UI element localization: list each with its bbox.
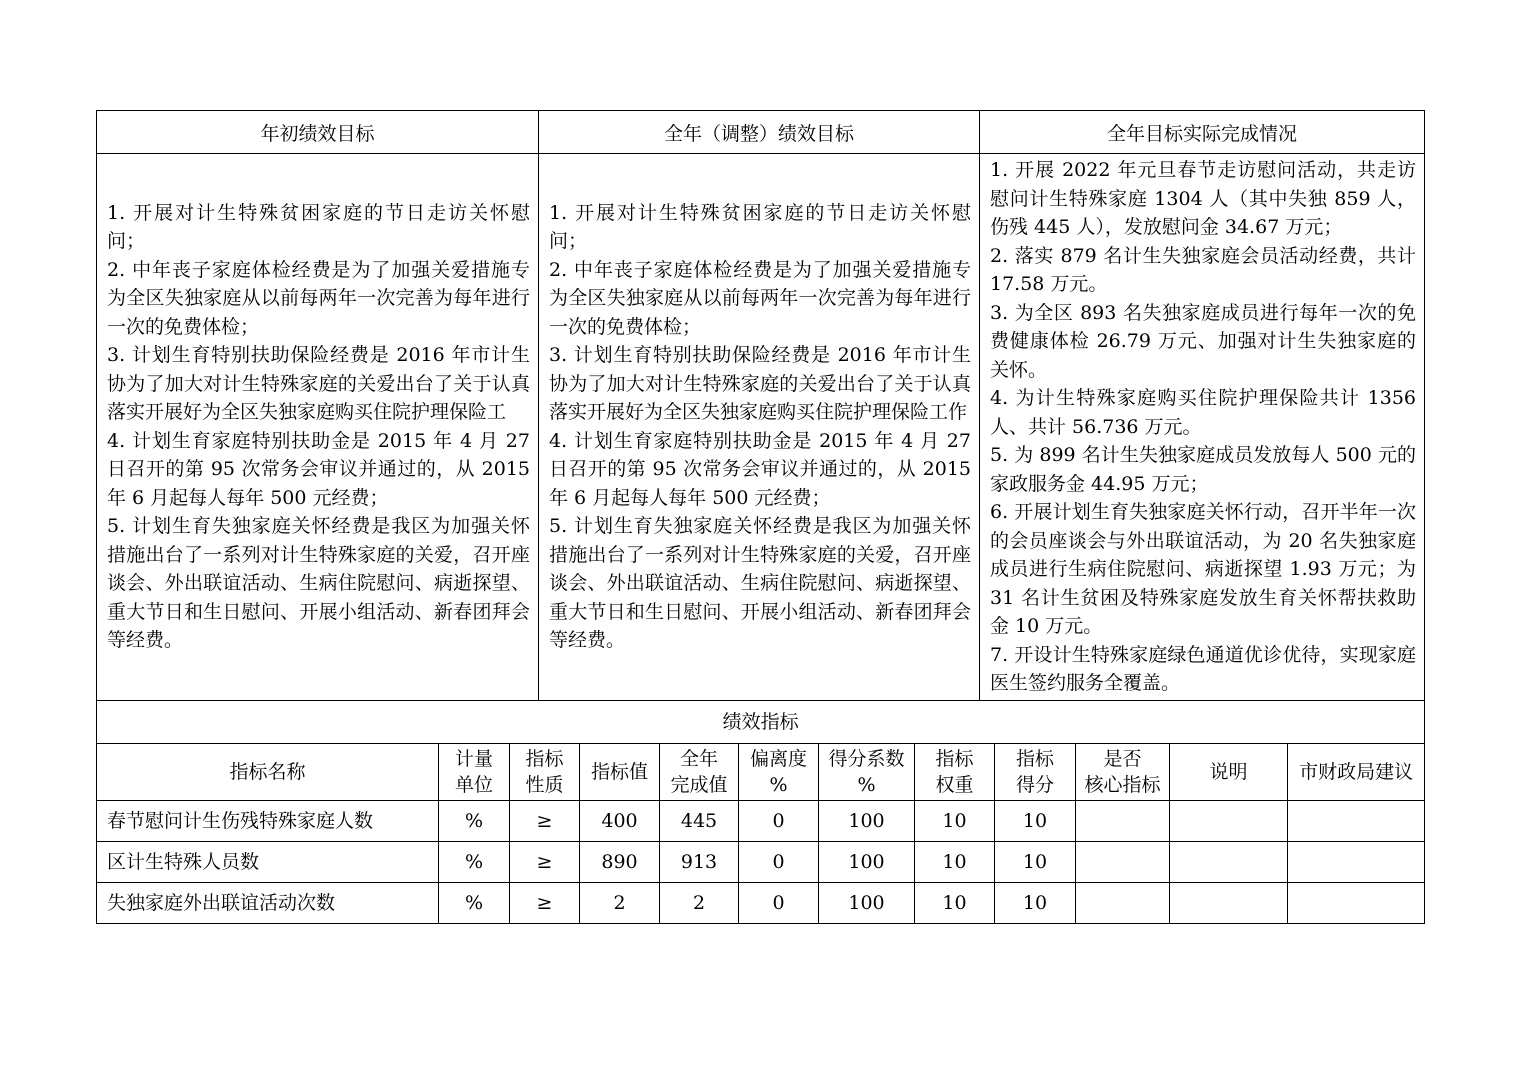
col-header-weight-line1: 指标 xyxy=(935,747,974,770)
cell-name: 失独家庭外出联谊活动次数 xyxy=(97,882,439,923)
header-adjusted-goals: 全年（调整）绩效目标 xyxy=(539,111,980,154)
col-header-core-line1: 是否 xyxy=(1103,747,1142,770)
cell-core xyxy=(1076,841,1170,882)
col-header-name: 指标名称 xyxy=(97,743,439,800)
col-header-completed-line1: 全年 xyxy=(679,747,718,770)
adjusted-goal-item: 4. 计划生育家庭特别扶助金是 2015 年 4 月 27 日召开的第 95 次常务会审议并通过的，从 2015 年 6 月起每人每年 500 元经费； xyxy=(549,429,971,509)
initial-goal-item: 1. 开展对计生特殊贫困家庭的节日走访关怀慰问； xyxy=(107,201,530,253)
col-header-unit-line2: 单位 xyxy=(454,773,493,796)
col-header-score xyxy=(995,743,1076,800)
cell-name: 春节慰问计生伤残特殊家庭人数 xyxy=(97,800,439,841)
col-header-note: 说明 xyxy=(1170,743,1288,800)
cell-unit: % xyxy=(439,841,510,882)
initial-goals-cell xyxy=(97,154,539,701)
cell-completed: 913 xyxy=(660,841,739,882)
actual-results-cell xyxy=(980,154,1425,701)
cell-weight: 10 xyxy=(915,882,995,923)
performance-title: 绩效指标 xyxy=(97,700,1425,743)
actual-result-item: 3. 为全区 893 名失独家庭成员进行每年一次的免费健康体检 26.79 万元、加强对计生失独家庭的关怀。 xyxy=(990,301,1416,381)
initial-goal-item: 4. 计划生育家庭特别扶助金是 2015 年 4 月 27 日召开的第 95 次常务会审议并通过的，从 2015 年 6 月起每人每年 500 元经费； xyxy=(107,429,530,509)
cell-suggestion xyxy=(1288,841,1425,882)
initial-goal-item: 5. 计划生育失独家庭关怀经费是我区为加强关怀措施出台了一系列对计生特殊家庭的关爱，召开座谈会、外出联谊活动、生病住院慰问、病逝探望、重大节日和生日慰问、开展小组活动、新春团拜会等经费。 xyxy=(107,515,530,652)
col-header-score-line1: 指标 xyxy=(1015,747,1054,770)
cell-suggestion xyxy=(1288,800,1425,841)
cell-deviation: 0 xyxy=(739,800,819,841)
initial-goal-item: 3. 计划生育特别扶助保险经费是 2016 年市计生协为了加大对计生特殊家庭的关爱出台了关于认真落实开展好为全区失独家庭购买住院护理保险工 xyxy=(107,344,530,424)
cell-score: 10 xyxy=(995,882,1076,923)
goals-table xyxy=(96,110,1425,701)
col-header-coefficient-line1: 得分系数 xyxy=(828,747,905,770)
actual-result-item: 2. 落实 879 名计生失独家庭会员活动经费，共计 17.58 万元。 xyxy=(990,244,1416,295)
cell-note xyxy=(1170,841,1288,882)
col-header-nature xyxy=(510,743,580,800)
report-sheet xyxy=(96,110,1424,924)
actual-result-item: 1. 开展 2022 年元旦春节走访慰问活动，共走访慰问计生特殊家庭 1304 人（其中失独 859 人，伤残 445 人），发放慰问金 34.67 万元； xyxy=(990,159,1416,238)
col-header-score-line2: 得分 xyxy=(1015,773,1054,796)
goals-header-row xyxy=(97,111,1425,154)
adjusted-goal-item: 2. 中年丧子家庭体检经费是为了加强关爱措施专为全区失独家庭从以前每两年一次完善为每年进行一次的免费体检； xyxy=(549,258,971,338)
adjusted-goal-item: 3. 计划生育特别扶助保险经费是 2016 年市计生协为了加大对计生特殊家庭的关爱出台了关于认真落实开展好为全区失独家庭购买住院护理保险工作 xyxy=(549,344,971,424)
col-header-unit xyxy=(439,743,510,800)
table-row xyxy=(97,800,1425,841)
cell-target: 2 xyxy=(580,882,660,923)
col-header-deviation xyxy=(739,743,819,800)
cell-core xyxy=(1076,800,1170,841)
cell-nature: ≥ xyxy=(510,841,580,882)
initial-goal-item: 2. 中年丧子家庭体检经费是为了加强关爱措施专为全区失独家庭从以前每两年一次完善为每年进行一次的免费体检； xyxy=(107,258,530,338)
cell-unit: % xyxy=(439,800,510,841)
cell-completed: 2 xyxy=(660,882,739,923)
cell-score: 10 xyxy=(995,841,1076,882)
table-row xyxy=(97,841,1425,882)
cell-score: 10 xyxy=(995,800,1076,841)
col-header-deviation-line1: 偏离度 xyxy=(749,747,807,770)
cell-nature: ≥ xyxy=(510,882,580,923)
cell-name: 区计生特殊人员数 xyxy=(97,841,439,882)
col-header-core xyxy=(1076,743,1170,800)
col-header-deviation-line2: % xyxy=(769,773,788,796)
actual-result-item: 7. 开设计生特殊家庭绿色通道优诊优待，实现家庭医生签约服务全覆盖。 xyxy=(990,643,1416,694)
cell-nature: ≥ xyxy=(510,800,580,841)
col-header-completed xyxy=(660,743,739,800)
header-actual-results: 全年目标实际完成情况 xyxy=(980,111,1425,154)
col-header-completed-line2: 完成值 xyxy=(670,773,728,796)
col-header-nature-line1: 指标 xyxy=(525,747,564,770)
cell-target: 890 xyxy=(580,841,660,882)
cell-note xyxy=(1170,882,1288,923)
performance-table xyxy=(96,700,1425,924)
adjusted-goal-item: 1. 开展对计生特殊贫困家庭的节日走访关怀慰问； xyxy=(549,201,971,253)
col-header-core-line2: 核心指标 xyxy=(1084,773,1161,796)
cell-coefficient: 100 xyxy=(819,882,915,923)
actual-result-item: 6. 开展计划生育失独家庭关怀行动，召开半年一次的会员座谈会与外出联谊活动，为 20 名失独家庭成员进行生病住院慰问、病逝探望 1.93 万元；为 31 名计生贫困及特殊家庭发放生育关怀帮扶救助金 10 万元。 xyxy=(990,501,1416,637)
cell-completed: 445 xyxy=(660,800,739,841)
cell-unit: % xyxy=(439,882,510,923)
adjusted-goal-item: 5. 计划生育失独家庭关怀经费是我区为加强关怀措施出台了一系列对计生特殊家庭的关爱，召开座谈会、外出联谊活动、生病住院慰问、病逝探望、重大节日和生日慰问、开展小组活动、新春团拜会等经费。 xyxy=(549,515,971,652)
actual-result-item: 4. 为计生特殊家庭购买住院护理保险共计 1356 人、共计 56.736 万元。 xyxy=(990,387,1416,438)
cell-target: 400 xyxy=(580,800,660,841)
col-header-unit-line1: 计量 xyxy=(454,747,493,770)
performance-column-header-row xyxy=(97,743,1425,800)
cell-coefficient: 100 xyxy=(819,800,915,841)
col-header-suggestion: 市财政局建议 xyxy=(1288,743,1425,800)
cell-deviation: 0 xyxy=(739,882,819,923)
col-header-coefficient-line2: % xyxy=(857,773,876,796)
performance-title-row xyxy=(97,700,1425,743)
cell-core xyxy=(1076,882,1170,923)
col-header-nature-line2: 性质 xyxy=(525,773,564,796)
col-header-weight xyxy=(915,743,995,800)
goals-body-row xyxy=(97,154,1425,701)
col-header-weight-line2: 权重 xyxy=(935,773,974,796)
cell-weight: 10 xyxy=(915,841,995,882)
actual-result-item: 5. 为 899 名计生失独家庭成员发放每人 500 元的家政服务金 44.95 万元； xyxy=(990,444,1416,495)
col-header-target: 指标值 xyxy=(580,743,660,800)
cell-note xyxy=(1170,800,1288,841)
col-header-coefficient xyxy=(819,743,915,800)
cell-suggestion xyxy=(1288,882,1425,923)
header-initial-goals: 年初绩效目标 xyxy=(97,111,539,154)
table-row xyxy=(97,882,1425,923)
cell-weight: 10 xyxy=(915,800,995,841)
cell-coefficient: 100 xyxy=(819,841,915,882)
cell-deviation: 0 xyxy=(739,841,819,882)
adjusted-goals-cell xyxy=(539,154,980,701)
